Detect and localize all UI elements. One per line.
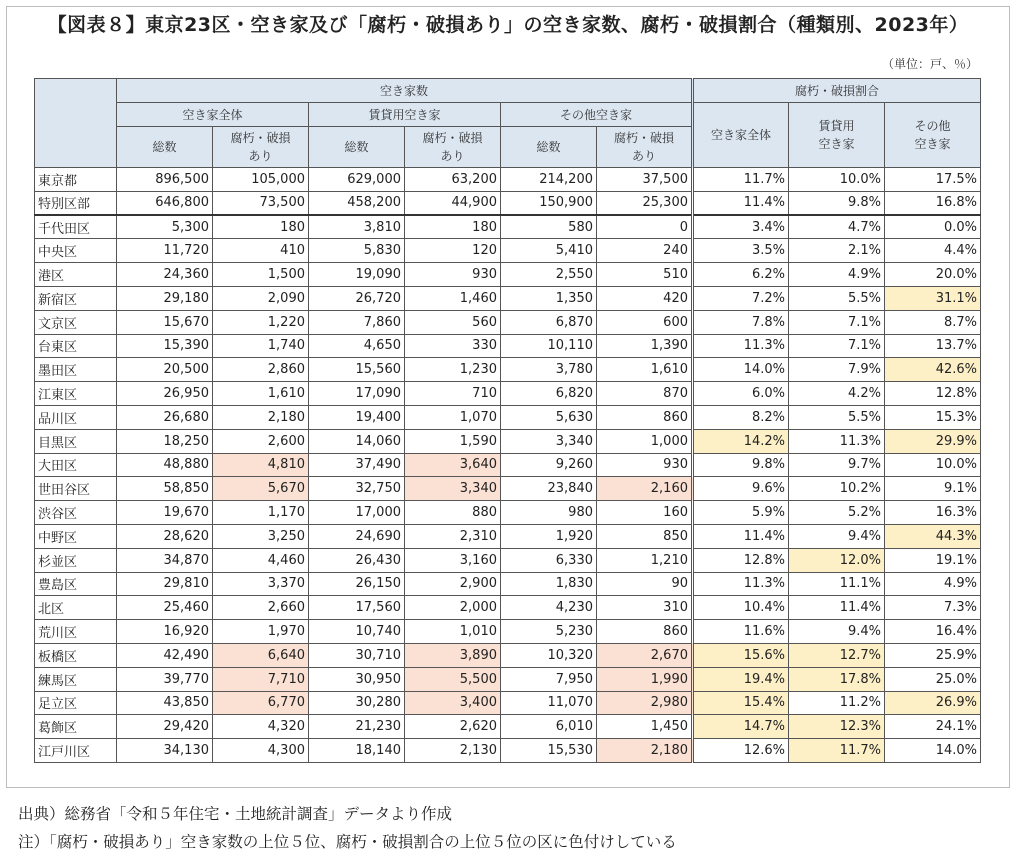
- value-cell: 2,660: [213, 596, 309, 620]
- value-cell: 17.8%: [789, 667, 885, 691]
- value-cell: 5.9%: [693, 501, 789, 525]
- value-cell: 30,710: [309, 643, 405, 667]
- value-cell: 5,500: [405, 667, 501, 691]
- value-cell: 39,770: [117, 667, 213, 691]
- value-cell: 12.8%: [885, 382, 981, 406]
- value-cell: 560: [405, 310, 501, 334]
- value-cell: 11.4%: [789, 596, 885, 620]
- ward-name-cell: 千代田区: [35, 215, 117, 239]
- value-cell: 9.4%: [789, 524, 885, 548]
- value-cell: 180: [405, 215, 501, 239]
- value-cell: 15,530: [501, 739, 597, 763]
- value-cell: 5,230: [501, 620, 597, 644]
- ward-name-cell: 中央区: [35, 239, 117, 263]
- value-cell: 18,250: [117, 429, 213, 453]
- source-note: 出典）総務省「令和５年住宅・土地統計調査」データより作成: [18, 805, 453, 823]
- value-cell: 37,500: [597, 168, 693, 192]
- value-cell: 6,770: [213, 691, 309, 715]
- value-cell: 90: [597, 572, 693, 596]
- value-cell: 600: [597, 310, 693, 334]
- value-cell: 710: [405, 382, 501, 406]
- col-header-total: 総数: [309, 127, 405, 168]
- value-cell: 14.0%: [693, 358, 789, 382]
- table-row: [35, 501, 981, 525]
- value-cell: 860: [597, 620, 693, 644]
- value-cell: 930: [597, 453, 693, 477]
- ward-name-cell: 渋谷区: [35, 501, 117, 525]
- value-cell: 1,920: [501, 524, 597, 548]
- ward-name-cell: 江戸川区: [35, 739, 117, 763]
- col-header-damaged: 腐朽・破損 あり: [405, 127, 501, 168]
- value-cell: 6.0%: [693, 382, 789, 406]
- value-cell: 18,140: [309, 739, 405, 763]
- value-cell: 11.4%: [693, 524, 789, 548]
- value-cell: 1,230: [405, 358, 501, 382]
- value-cell: 5,300: [117, 215, 213, 239]
- value-cell: 7.1%: [789, 310, 885, 334]
- value-cell: 4,300: [213, 739, 309, 763]
- value-cell: 11.3%: [789, 429, 885, 453]
- value-cell: 73,500: [213, 191, 309, 215]
- value-cell: 44.3%: [885, 524, 981, 548]
- value-cell: 2,090: [213, 286, 309, 310]
- value-cell: 4.9%: [789, 263, 885, 287]
- value-cell: 14,060: [309, 429, 405, 453]
- table-row: [35, 215, 981, 239]
- value-cell: 17,560: [309, 596, 405, 620]
- value-cell: 410: [213, 239, 309, 263]
- value-cell: 15,390: [117, 334, 213, 358]
- value-cell: 42,490: [117, 643, 213, 667]
- value-cell: 2,620: [405, 715, 501, 739]
- value-cell: 240: [597, 239, 693, 263]
- value-cell: 10.0%: [789, 168, 885, 192]
- value-cell: 850: [597, 524, 693, 548]
- value-cell: 17.5%: [885, 168, 981, 192]
- value-cell: 2,130: [405, 739, 501, 763]
- ward-name-cell: 台東区: [35, 334, 117, 358]
- value-cell: 4,460: [213, 548, 309, 572]
- value-cell: 11.2%: [789, 691, 885, 715]
- value-cell: 24,360: [117, 263, 213, 287]
- table-row: [35, 524, 981, 548]
- value-cell: 19.4%: [693, 667, 789, 691]
- value-cell: 4.7%: [789, 215, 885, 239]
- value-cell: 8.7%: [885, 310, 981, 334]
- value-cell: 2,860: [213, 358, 309, 382]
- ward-name-cell: 杉並区: [35, 548, 117, 572]
- value-cell: 0.0%: [885, 215, 981, 239]
- value-cell: 6,330: [501, 548, 597, 572]
- value-cell: 10.2%: [789, 477, 885, 501]
- rate-header-other: その他 空き家: [885, 103, 981, 168]
- value-cell: 7.8%: [693, 310, 789, 334]
- value-cell: 17,000: [309, 501, 405, 525]
- value-cell: 29,420: [117, 715, 213, 739]
- value-cell: 25,460: [117, 596, 213, 620]
- value-cell: 2,980: [597, 691, 693, 715]
- value-cell: 5,830: [309, 239, 405, 263]
- value-cell: 930: [405, 263, 501, 287]
- value-cell: 896,500: [117, 168, 213, 192]
- value-cell: 32,750: [309, 477, 405, 501]
- value-cell: 16.4%: [885, 620, 981, 644]
- table-row: [35, 691, 981, 715]
- value-cell: 29,180: [117, 286, 213, 310]
- value-cell: 3,160: [405, 548, 501, 572]
- value-cell: 1,590: [405, 429, 501, 453]
- value-cell: 3,640: [405, 453, 501, 477]
- value-cell: 1,460: [405, 286, 501, 310]
- value-cell: 1,610: [213, 382, 309, 406]
- value-cell: 9.7%: [789, 453, 885, 477]
- value-cell: 10,740: [309, 620, 405, 644]
- value-cell: 4,320: [213, 715, 309, 739]
- value-cell: 12.6%: [693, 739, 789, 763]
- value-cell: 1,170: [213, 501, 309, 525]
- value-cell: 9,260: [501, 453, 597, 477]
- value-cell: 3,370: [213, 572, 309, 596]
- value-cell: 580: [501, 215, 597, 239]
- value-cell: 11.3%: [693, 334, 789, 358]
- value-cell: 214,200: [501, 168, 597, 192]
- value-cell: 7.3%: [885, 596, 981, 620]
- ward-name-cell: 豊島区: [35, 572, 117, 596]
- value-cell: 19.1%: [885, 548, 981, 572]
- value-cell: 12.0%: [789, 548, 885, 572]
- value-cell: 3.5%: [693, 239, 789, 263]
- value-cell: 6,870: [501, 310, 597, 334]
- value-cell: 26.9%: [885, 691, 981, 715]
- ward-name-cell: 板橋区: [35, 643, 117, 667]
- sub-header-other: その他空き家: [501, 103, 693, 127]
- table-row: [35, 739, 981, 763]
- value-cell: 9.8%: [693, 453, 789, 477]
- value-cell: 458,200: [309, 191, 405, 215]
- table-row: [35, 191, 981, 215]
- table-row: [35, 239, 981, 263]
- value-cell: 12.3%: [789, 715, 885, 739]
- value-cell: 26,150: [309, 572, 405, 596]
- value-cell: 6.2%: [693, 263, 789, 287]
- sub-header-rental: 賃貸用空き家: [309, 103, 501, 127]
- value-cell: 160: [597, 501, 693, 525]
- ward-name-cell: 荒川区: [35, 620, 117, 644]
- value-cell: 20.0%: [885, 263, 981, 287]
- value-cell: 3,890: [405, 643, 501, 667]
- value-cell: 11.4%: [693, 191, 789, 215]
- value-cell: 310: [597, 596, 693, 620]
- data-table: [34, 78, 981, 763]
- value-cell: 5.5%: [789, 286, 885, 310]
- value-cell: 9.6%: [693, 477, 789, 501]
- value-cell: 11.7%: [693, 168, 789, 192]
- value-cell: 26,720: [309, 286, 405, 310]
- value-cell: 10,320: [501, 643, 597, 667]
- value-cell: 7.1%: [789, 334, 885, 358]
- value-cell: 24,690: [309, 524, 405, 548]
- col-header-total: 総数: [501, 127, 597, 168]
- value-cell: 1,990: [597, 667, 693, 691]
- value-cell: 3,810: [309, 215, 405, 239]
- value-cell: 2,180: [597, 739, 693, 763]
- value-cell: 26,680: [117, 405, 213, 429]
- value-cell: 25.9%: [885, 643, 981, 667]
- value-cell: 7.2%: [693, 286, 789, 310]
- unit-label: （単位：戸、％）: [881, 57, 978, 71]
- ward-name-cell: 練馬区: [35, 667, 117, 691]
- table-row: [35, 453, 981, 477]
- value-cell: 15,560: [309, 358, 405, 382]
- value-cell: 120: [405, 239, 501, 263]
- value-cell: 34,870: [117, 548, 213, 572]
- value-cell: 30,950: [309, 667, 405, 691]
- value-cell: 24.1%: [885, 715, 981, 739]
- chart-title: 【図表８】東京23区・空き家及び「腐朽・破損あり」の空き家数、腐朽・破損割合（種類別、2023年）: [47, 14, 969, 36]
- table-row: [35, 477, 981, 501]
- table-row: [35, 168, 981, 192]
- value-cell: 26,430: [309, 548, 405, 572]
- ward-name-cell: 大田区: [35, 453, 117, 477]
- value-cell: 14.0%: [885, 739, 981, 763]
- value-cell: 7,950: [501, 667, 597, 691]
- value-cell: 646,800: [117, 191, 213, 215]
- ward-name-cell: 新宿区: [35, 286, 117, 310]
- value-cell: 11.6%: [693, 620, 789, 644]
- value-cell: 2,310: [405, 524, 501, 548]
- value-cell: 9.4%: [789, 620, 885, 644]
- value-cell: 15.6%: [693, 643, 789, 667]
- ward-name-cell: 世田谷区: [35, 477, 117, 501]
- col-header-damaged: 腐朽・破損 あり: [597, 127, 693, 168]
- value-cell: 1,070: [405, 405, 501, 429]
- table-body: [35, 168, 981, 763]
- ward-name-cell: 文京区: [35, 310, 117, 334]
- value-cell: 1,390: [597, 334, 693, 358]
- value-cell: 1,450: [597, 715, 693, 739]
- value-cell: 19,090: [309, 263, 405, 287]
- value-cell: 7.9%: [789, 358, 885, 382]
- ward-name-cell: 品川区: [35, 405, 117, 429]
- value-cell: 34,130: [117, 739, 213, 763]
- value-cell: 5.2%: [789, 501, 885, 525]
- value-cell: 15,670: [117, 310, 213, 334]
- ward-name-cell: 東京都: [35, 168, 117, 192]
- value-cell: 2,180: [213, 405, 309, 429]
- value-cell: 2,670: [597, 643, 693, 667]
- value-cell: 29.9%: [885, 429, 981, 453]
- value-cell: 28,620: [117, 524, 213, 548]
- value-cell: 3,400: [405, 691, 501, 715]
- value-cell: 16.3%: [885, 501, 981, 525]
- value-cell: 9.8%: [789, 191, 885, 215]
- value-cell: 16.8%: [885, 191, 981, 215]
- value-cell: 11.7%: [789, 739, 885, 763]
- value-cell: 1,220: [213, 310, 309, 334]
- value-cell: 4.4%: [885, 239, 981, 263]
- ward-name-cell: 港区: [35, 263, 117, 287]
- ward-name-cell: 足立区: [35, 691, 117, 715]
- value-cell: 31.1%: [885, 286, 981, 310]
- value-cell: 58,850: [117, 477, 213, 501]
- value-cell: 180: [213, 215, 309, 239]
- value-cell: 25,300: [597, 191, 693, 215]
- ward-name-cell: 特別区部: [35, 191, 117, 215]
- value-cell: 2,900: [405, 572, 501, 596]
- value-cell: 4.2%: [789, 382, 885, 406]
- value-cell: 0: [597, 215, 693, 239]
- value-cell: 20,500: [117, 358, 213, 382]
- value-cell: 13.7%: [885, 334, 981, 358]
- value-cell: 15.4%: [693, 691, 789, 715]
- value-cell: 860: [597, 405, 693, 429]
- value-cell: 12.8%: [693, 548, 789, 572]
- value-cell: 7,710: [213, 667, 309, 691]
- value-cell: 25.0%: [885, 667, 981, 691]
- value-cell: 5,410: [501, 239, 597, 263]
- table-row: [35, 548, 981, 572]
- value-cell: 14.7%: [693, 715, 789, 739]
- table-row: [35, 286, 981, 310]
- value-cell: 4,810: [213, 453, 309, 477]
- table-row: [35, 358, 981, 382]
- value-cell: 330: [405, 334, 501, 358]
- value-cell: 2,550: [501, 263, 597, 287]
- value-cell: 23,840: [501, 477, 597, 501]
- value-cell: 37,490: [309, 453, 405, 477]
- value-cell: 1,010: [405, 620, 501, 644]
- value-cell: 7,860: [309, 310, 405, 334]
- value-cell: 19,670: [117, 501, 213, 525]
- value-cell: 1,350: [501, 286, 597, 310]
- table-row: [35, 620, 981, 644]
- value-cell: 1,500: [213, 263, 309, 287]
- table-row: [35, 429, 981, 453]
- table-row: [35, 596, 981, 620]
- table-row: [35, 263, 981, 287]
- group-header-damage-rate: 腐朽・破損割合: [693, 79, 981, 103]
- value-cell: 3,780: [501, 358, 597, 382]
- value-cell: 9.1%: [885, 477, 981, 501]
- value-cell: 880: [405, 501, 501, 525]
- value-cell: 11.1%: [789, 572, 885, 596]
- value-cell: 1,970: [213, 620, 309, 644]
- value-cell: 14.2%: [693, 429, 789, 453]
- value-cell: 8.2%: [693, 405, 789, 429]
- table-row: [35, 643, 981, 667]
- corner-header: [35, 79, 117, 168]
- value-cell: 30,280: [309, 691, 405, 715]
- value-cell: 4,230: [501, 596, 597, 620]
- rate-header-all: 空き家全体: [693, 103, 789, 168]
- table-row: [35, 310, 981, 334]
- value-cell: 6,010: [501, 715, 597, 739]
- value-cell: 10.0%: [885, 453, 981, 477]
- group-header-vacant-counts: 空き家数: [117, 79, 693, 103]
- value-cell: 5,670: [213, 477, 309, 501]
- value-cell: 3.4%: [693, 215, 789, 239]
- value-cell: 3,340: [501, 429, 597, 453]
- value-cell: 2,600: [213, 429, 309, 453]
- table-row: [35, 334, 981, 358]
- highlight-note: 注）「腐朽・破損あり」空き家数の上位５位、腐朽・破損割合の上位５位の区に色付けしている: [18, 833, 677, 851]
- value-cell: 870: [597, 382, 693, 406]
- value-cell: 3,250: [213, 524, 309, 548]
- value-cell: 10,110: [501, 334, 597, 358]
- ward-name-cell: 北区: [35, 596, 117, 620]
- value-cell: 1,000: [597, 429, 693, 453]
- value-cell: 2,000: [405, 596, 501, 620]
- value-cell: 1,210: [597, 548, 693, 572]
- value-cell: 5.5%: [789, 405, 885, 429]
- value-cell: 1,740: [213, 334, 309, 358]
- ward-name-cell: 葛飾区: [35, 715, 117, 739]
- value-cell: 980: [501, 501, 597, 525]
- value-cell: 2.1%: [789, 239, 885, 263]
- value-cell: 2,160: [597, 477, 693, 501]
- table-row: [35, 405, 981, 429]
- value-cell: 1,610: [597, 358, 693, 382]
- table-row: [35, 382, 981, 406]
- value-cell: 5,630: [501, 405, 597, 429]
- value-cell: 629,000: [309, 168, 405, 192]
- value-cell: 48,880: [117, 453, 213, 477]
- value-cell: 44,900: [405, 191, 501, 215]
- value-cell: 4,650: [309, 334, 405, 358]
- value-cell: 10.4%: [693, 596, 789, 620]
- value-cell: 6,640: [213, 643, 309, 667]
- ward-name-cell: 墨田区: [35, 358, 117, 382]
- value-cell: 16,920: [117, 620, 213, 644]
- ward-name-cell: 中野区: [35, 524, 117, 548]
- col-header-total: 総数: [117, 127, 213, 168]
- value-cell: 150,900: [501, 191, 597, 215]
- notes: [18, 800, 677, 856]
- table-row: [35, 572, 981, 596]
- table-row: [35, 715, 981, 739]
- value-cell: 3,340: [405, 477, 501, 501]
- ward-name-cell: 江東区: [35, 382, 117, 406]
- sub-header-all: 空き家全体: [117, 103, 309, 127]
- table-row: [35, 667, 981, 691]
- col-header-damaged: 腐朽・破損 あり: [213, 127, 309, 168]
- value-cell: 11.3%: [693, 572, 789, 596]
- value-cell: 11,070: [501, 691, 597, 715]
- value-cell: 105,000: [213, 168, 309, 192]
- value-cell: 26,950: [117, 382, 213, 406]
- value-cell: 42.6%: [885, 358, 981, 382]
- value-cell: 17,090: [309, 382, 405, 406]
- value-cell: 43,850: [117, 691, 213, 715]
- value-cell: 21,230: [309, 715, 405, 739]
- value-cell: 12.7%: [789, 643, 885, 667]
- value-cell: 19,400: [309, 405, 405, 429]
- value-cell: 63,200: [405, 168, 501, 192]
- value-cell: 510: [597, 263, 693, 287]
- value-cell: 4.9%: [885, 572, 981, 596]
- rate-header-rental: 賃貸用 空き家: [789, 103, 885, 168]
- value-cell: 29,810: [117, 572, 213, 596]
- ward-name-cell: 目黒区: [35, 429, 117, 453]
- value-cell: 1,830: [501, 572, 597, 596]
- value-cell: 6,820: [501, 382, 597, 406]
- value-cell: 15.3%: [885, 405, 981, 429]
- value-cell: 420: [597, 286, 693, 310]
- value-cell: 11,720: [117, 239, 213, 263]
